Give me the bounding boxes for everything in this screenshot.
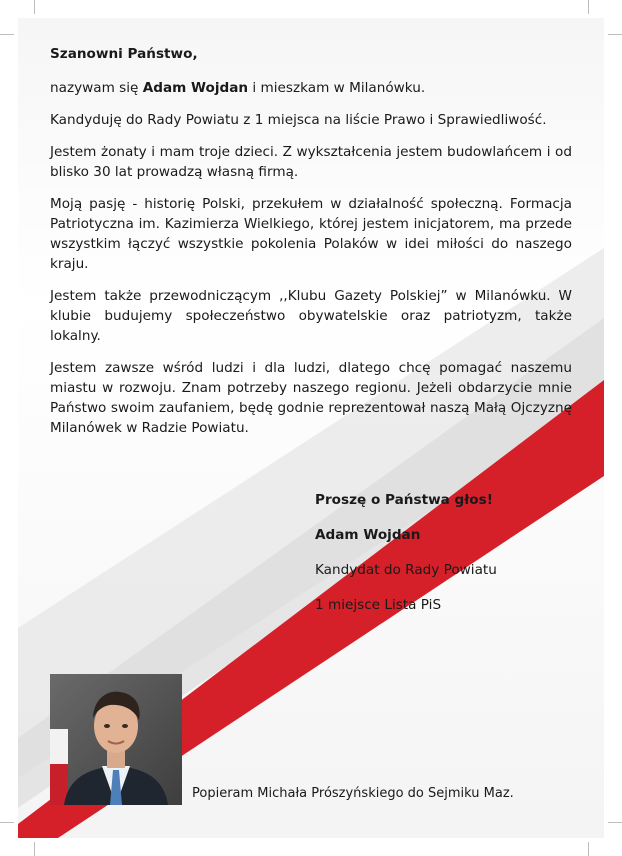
crop-mark [608, 34, 622, 35]
crop-mark [588, 0, 589, 14]
signature-block [315, 490, 497, 630]
paragraph-family: Jestem żonaty i mam troje dzieci. Z wykształcenia jestem budowlańcem i od blisko 30 lat prowadzą własną firmą. [50, 144, 572, 180]
leaflet-page [18, 18, 604, 838]
signature-list: 1 miejsce Lista PiS [315, 597, 442, 613]
crop-mark [34, 842, 35, 856]
paragraph-club: Jestem także przewodniczącym ,,Klubu Gazety Polskiej” w Milanówku. W klubie budujemy społeczeństwo obywatelskie oraz patriotyzm, także lokalny. [50, 288, 572, 344]
paragraph-intro: nazywam się Adam Wojdan i mieszkam w Milanówku. [50, 80, 426, 96]
candidate-name-inline: Adam Wojdan [142, 80, 249, 96]
vote-appeal: Proszę o Państwa głos! [315, 492, 493, 508]
crop-mark [608, 822, 622, 823]
crop-mark [588, 842, 589, 856]
letter-body [50, 44, 572, 450]
paragraph-candidacy: Kandyduję do Rady Powiatu z 1 miejsca na liście Prawo i Sprawiedliwość. [50, 112, 547, 128]
signature-name: Adam Wojdan [315, 527, 421, 543]
greeting: Szanowni Państwo, [50, 46, 198, 62]
paragraph-appeal: Jestem zawsze wśród ludzi i dla ludzi, dlatego chcę pomagać naszemu miastu w rozwoju. Znam potrzeby naszego regionu. Jeżeli obdarzycie mnie Państwo swoim zaufaniem, będę godnie reprezentował naszą Małą Ojczyznę Milanówek w Radzie Powiatu. [50, 360, 572, 436]
signature-role: Kandydat do Rady Powiatu [315, 562, 497, 578]
candidate-photo [50, 674, 182, 805]
crop-mark [0, 34, 14, 35]
paragraph-passion: Moją pasję - historię Polski, przekułem w działalność społeczną. Formacja Patriotyczna im. Kazimierza Wielkiego, której jestem inicjatorem, ma przede wszystkim łączyć wszystkie pokolenia Polaków w idei miłości do naszego kraju. [50, 196, 572, 272]
crop-mark [34, 0, 35, 14]
crop-mark [0, 822, 14, 823]
endorsement-caption: Popieram Michała Prószyńskiego do Sejmiku Maz. [192, 786, 514, 801]
